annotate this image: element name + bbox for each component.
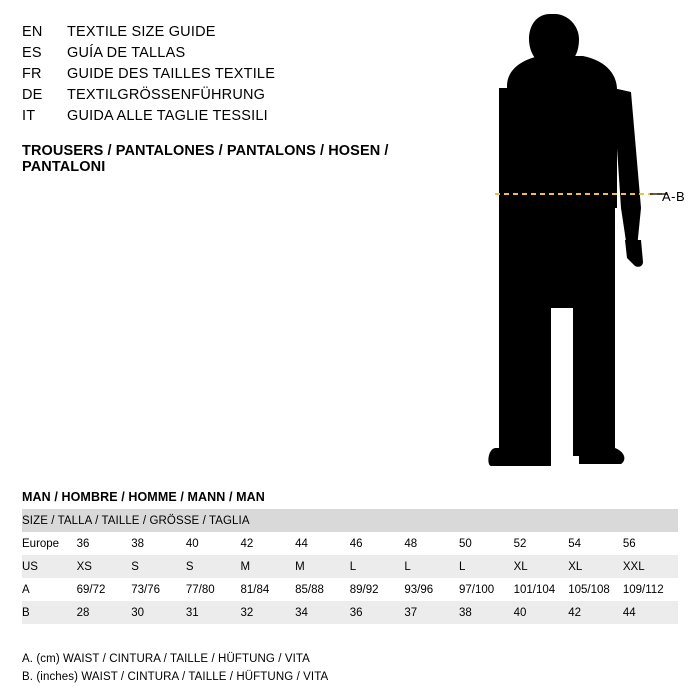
row-label: B — [22, 601, 77, 624]
table-row — [22, 578, 678, 601]
language-code: DE — [22, 87, 43, 103]
table-cell: 42 — [241, 532, 296, 555]
table-cell: M — [241, 555, 296, 578]
table-cell: 89/92 — [350, 578, 405, 601]
table-cell: M — [295, 555, 350, 578]
table-cell: 54 — [568, 532, 623, 555]
male-silhouette-icon — [455, 8, 700, 478]
measurement-label-a-b: A-B — [662, 189, 686, 204]
table-cell: 109/112 — [623, 578, 678, 601]
table-row — [22, 555, 678, 578]
table-cell: 73/76 — [131, 578, 186, 601]
table-cell: 50 — [459, 532, 514, 555]
language-header — [22, 24, 472, 175]
table-cell: 46 — [350, 532, 405, 555]
language-code: FR — [22, 66, 42, 82]
table-cell: 40 — [186, 532, 241, 555]
table-cell: 36 — [350, 601, 405, 624]
footnotes — [22, 650, 328, 686]
table-cell: 69/72 — [77, 578, 132, 601]
table-cell: 30 — [131, 601, 186, 624]
table-cell: 28 — [77, 601, 132, 624]
table-cell: 37 — [404, 601, 459, 624]
garment-type-heading: TROUSERS / PANTALONES / PANTALONS / HOSEN / PANTALONI — [22, 143, 389, 175]
table-cell: 52 — [514, 532, 569, 555]
table-cell: XS — [77, 555, 132, 578]
table-cell: S — [186, 555, 241, 578]
language-code: IT — [22, 108, 36, 124]
language-row — [22, 66, 472, 87]
table-cell: 101/104 — [514, 578, 569, 601]
table-cell: 77/80 — [186, 578, 241, 601]
language-code: EN — [22, 24, 43, 40]
size-table — [22, 509, 678, 624]
size-table-area — [22, 490, 678, 624]
language-code: ES — [22, 45, 42, 61]
table-row — [22, 601, 678, 624]
table-cell: 38 — [131, 532, 186, 555]
table-cell: L — [459, 555, 514, 578]
language-title: GUÍA DE TALLAS — [67, 45, 186, 61]
table-cell: 36 — [77, 532, 132, 555]
table-cell: 97/100 — [459, 578, 514, 601]
table-cell: 93/96 — [404, 578, 459, 601]
row-label: US — [22, 555, 77, 578]
table-cell: 56 — [623, 532, 678, 555]
table-cell: S — [131, 555, 186, 578]
language-row — [22, 87, 472, 108]
language-title: GUIDE DES TAILLES TEXTILE — [67, 66, 276, 82]
language-row — [22, 108, 472, 129]
table-cell: 48 — [404, 532, 459, 555]
row-label: Europe — [22, 532, 77, 555]
table-row — [22, 532, 678, 555]
table-cell: 44 — [295, 532, 350, 555]
table-cell: XL — [514, 555, 569, 578]
row-label: A — [22, 578, 77, 601]
footnote-a: A. (cm) WAIST / CINTURA / TAILLE / HÜFTUNG / VITA — [22, 653, 310, 665]
table-cell: 44 — [623, 601, 678, 624]
table-cell: XL — [568, 555, 623, 578]
table-cell: 32 — [241, 601, 296, 624]
table-cell: 105/108 — [568, 578, 623, 601]
table-cell: L — [404, 555, 459, 578]
table-cell: 85/88 — [295, 578, 350, 601]
table-cell: 42 — [568, 601, 623, 624]
language-row — [22, 24, 472, 45]
language-title: GUIDA ALLE TAGLIE TESSILI — [67, 108, 268, 124]
table-header-row — [22, 509, 678, 532]
table-header-label: SIZE / TALLA / TAILLE / GRÖSSE / TAGLIA — [22, 509, 678, 532]
table-cell: L — [350, 555, 405, 578]
language-title: TEXTILGRÖSSENFÜHRUNG — [67, 87, 266, 103]
table-cell: 40 — [514, 601, 569, 624]
table-cell: XXL — [623, 555, 678, 578]
language-row — [22, 45, 472, 66]
figure-illustration — [455, 8, 700, 478]
footnote-b: B. (inches) WAIST / CINTURA / TAILLE / HÜFTUNG / VITA — [22, 671, 329, 683]
table-cell: 31 — [186, 601, 241, 624]
table-cell: 34 — [295, 601, 350, 624]
language-title: TEXTILE SIZE GUIDE — [67, 24, 216, 40]
table-cell: 38 — [459, 601, 514, 624]
table-cell: 81/84 — [241, 578, 296, 601]
table-group-label: MAN / HOMBRE / HOMME / MANN / MAN — [22, 490, 265, 504]
